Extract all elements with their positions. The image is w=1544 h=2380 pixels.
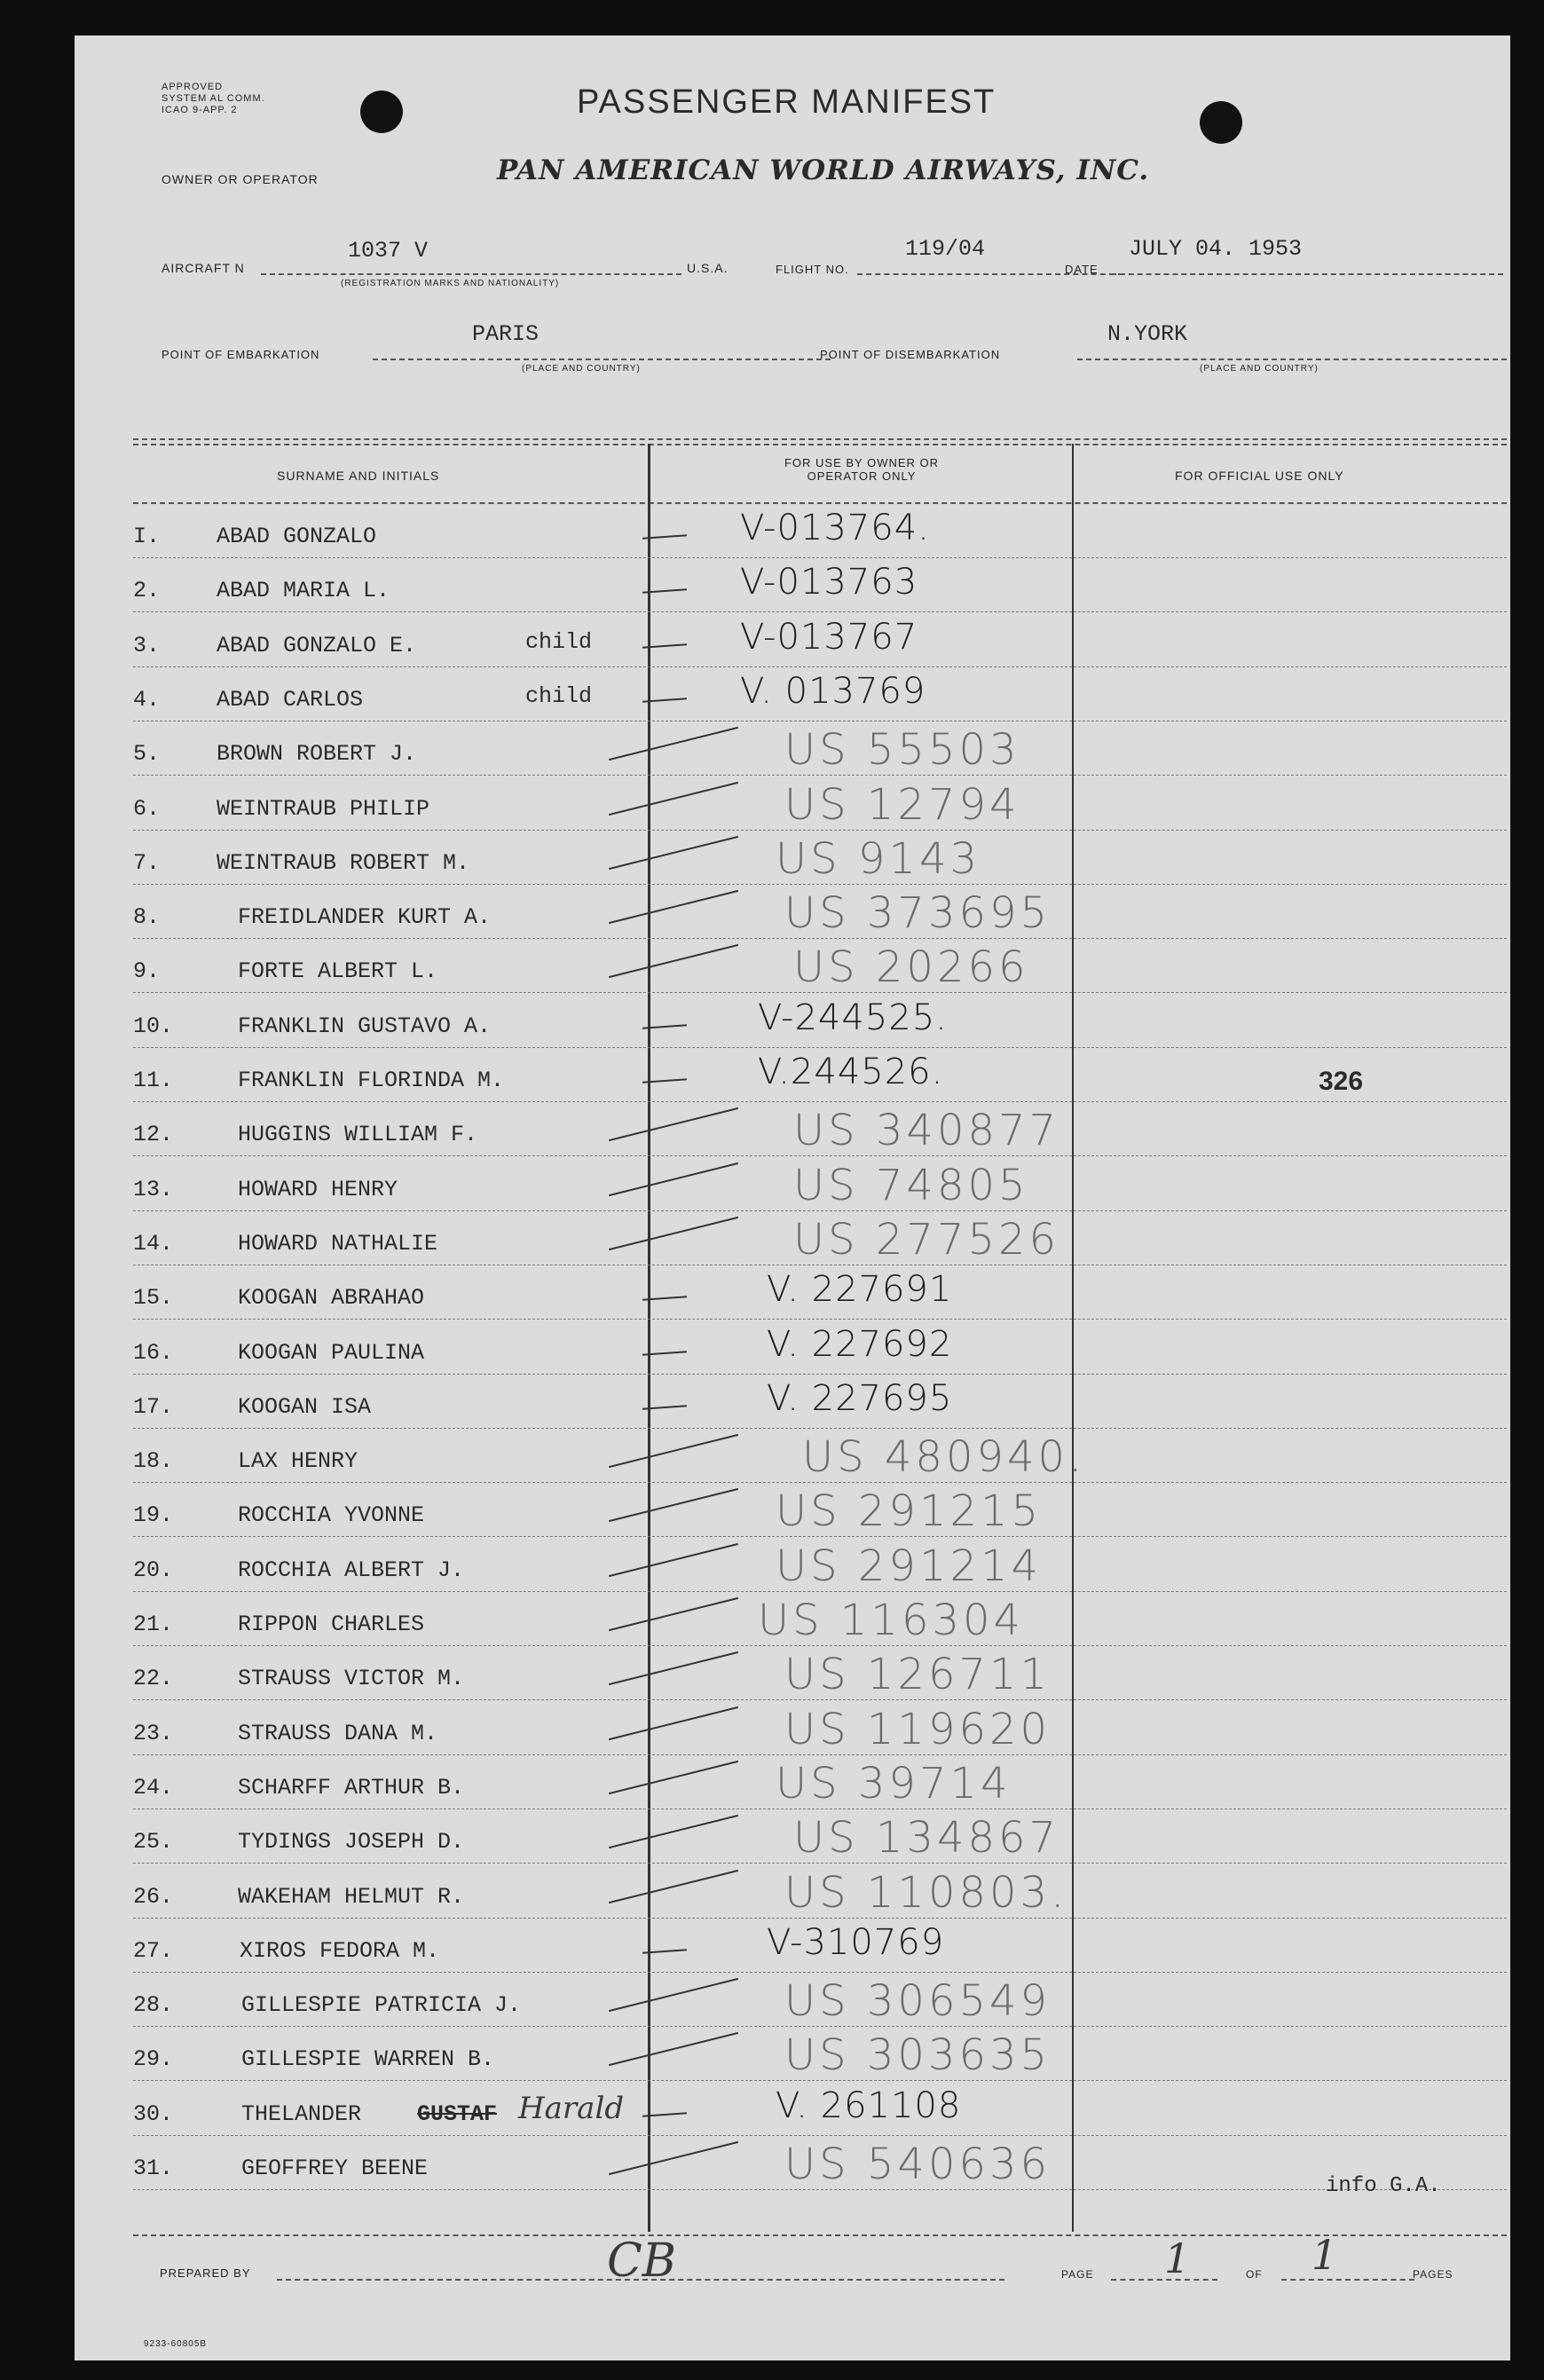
date-label: DATE xyxy=(1065,263,1099,276)
prepared-line xyxy=(277,2279,1004,2281)
passport-number: V. 227695 xyxy=(767,1377,953,1419)
table-row xyxy=(75,1052,1510,1107)
row-number: 21. xyxy=(133,1612,174,1637)
embark-label: POINT OF EMBARKATION xyxy=(161,348,320,361)
passenger-name: ABAD CARLOS xyxy=(217,686,364,713)
passenger-name: GILLESPIE WARREN B. xyxy=(241,2046,495,2073)
table-row xyxy=(75,1541,1510,1596)
disembark-sub: (PLACE AND COUNTRY) xyxy=(1200,364,1319,374)
row-rule xyxy=(133,1536,1507,1537)
passenger-name: KOOGAN PAULINA xyxy=(238,1339,425,1366)
check-mark xyxy=(642,1405,687,1409)
table-top-rule-1 xyxy=(133,438,1507,440)
passport-number: V. 261108 xyxy=(776,2084,962,2126)
row-number: 17. xyxy=(133,1393,174,1420)
passenger-name: FRANKLIN FLORINDA M. xyxy=(238,1068,505,1093)
passport-number: US 126711 xyxy=(784,1650,1052,1700)
table-row xyxy=(75,779,1510,835)
row-number: 20. xyxy=(133,1556,174,1583)
row-rule xyxy=(133,938,1507,939)
row-number: 29. xyxy=(133,2046,174,2073)
check-mark xyxy=(609,1761,738,1794)
row-rule xyxy=(133,2135,1507,2136)
table-row xyxy=(75,1650,1510,1705)
passport-number: US 291215 xyxy=(776,1486,1043,1537)
disembark-label: POINT OF DISEMBARKATION xyxy=(820,348,1001,361)
page-line xyxy=(1111,2279,1217,2281)
disembark-value: N.YORK xyxy=(1107,321,1188,347)
passenger-name: ABAD MARIA L. xyxy=(217,578,390,604)
passenger-name: KOOGAN ABRAHAO xyxy=(238,1285,425,1312)
check-mark xyxy=(609,1488,738,1522)
table-row xyxy=(75,670,1510,726)
passenger-name: LAX HENRY xyxy=(238,1448,358,1475)
embark-line xyxy=(373,359,831,360)
row-rule xyxy=(133,1754,1507,1755)
prepared-label: PREPARED BY xyxy=(160,2266,251,2280)
check-mark xyxy=(609,727,738,760)
passenger-name: HUGGINS WILLIAM F. xyxy=(238,1122,478,1148)
passenger-name: SCHARFF ARTHUR B. xyxy=(238,1774,465,1801)
row-number: 9. xyxy=(133,958,161,985)
row-rule xyxy=(133,666,1507,667)
check-mark xyxy=(609,1706,738,1739)
approval-stamp xyxy=(161,82,265,116)
row-rule xyxy=(133,1972,1507,1973)
row-rule xyxy=(133,1155,1507,1156)
row-rule xyxy=(133,992,1507,993)
punch-hole-right xyxy=(1200,101,1242,144)
passport-number: US 110803. xyxy=(784,1867,1068,1918)
flight-value: 119/04 xyxy=(905,236,986,262)
form-number: 9233-60805B xyxy=(144,2339,208,2349)
row-rule xyxy=(133,884,1507,885)
row-number: 11. xyxy=(133,1068,174,1093)
check-mark xyxy=(642,1949,687,1953)
approval-line-3: ICAO 9-APP. 2 xyxy=(161,105,238,115)
check-mark xyxy=(642,1078,687,1083)
passenger-name: THELANDER xyxy=(241,2100,362,2127)
passport-number: V-310769 xyxy=(767,1921,945,1963)
passenger-name: BROWN ROBERT J. xyxy=(217,741,417,768)
disembark-line xyxy=(1077,359,1507,360)
row-rule xyxy=(133,830,1507,831)
passport-number: US 540636 xyxy=(784,2140,1052,2189)
table-row xyxy=(75,1214,1510,1270)
passenger-name: GEOFFREY BEENE xyxy=(241,2155,429,2181)
col-header-owner-text: FOR USE BY OWNER OR OPERATOR ONLY xyxy=(784,456,940,483)
table-top-rule-2 xyxy=(133,444,1507,445)
row-number: 31. xyxy=(133,2155,174,2181)
row-number: I. xyxy=(133,524,161,549)
row-rule xyxy=(133,1047,1507,1048)
aircraft-label: AIRCRAFT N xyxy=(161,261,245,275)
passport-number: US 20266 xyxy=(793,942,1029,993)
row-number: 5. xyxy=(133,741,161,768)
row-rule xyxy=(133,1918,1507,1919)
passport-number: V-244525. xyxy=(758,997,948,1038)
table-row xyxy=(75,508,1510,563)
table-row xyxy=(75,1921,1510,1977)
row-number: 7. xyxy=(133,849,161,876)
passport-number: US 119620 xyxy=(784,1704,1052,1754)
check-mark xyxy=(609,890,738,924)
date-line xyxy=(1111,273,1503,275)
flight-label: FLIGHT NO. xyxy=(776,263,849,276)
check-mark xyxy=(642,1351,687,1355)
row-rule xyxy=(133,557,1507,558)
row-number: 12. xyxy=(133,1122,174,1148)
official-number: 326 xyxy=(1319,1067,1364,1096)
row-rule xyxy=(133,1428,1507,1429)
check-mark xyxy=(609,2141,738,2175)
check-mark xyxy=(609,1162,738,1195)
col-header-surname: SURNAME AND INITIALS xyxy=(277,469,440,483)
table-row xyxy=(75,725,1510,780)
row-rule xyxy=(133,1699,1507,1700)
row-rule xyxy=(133,1210,1507,1211)
passenger-name: ABAD GONZALO xyxy=(217,524,377,549)
passenger-name: GILLESPIE PATRICIA J. xyxy=(241,1992,522,2019)
check-mark xyxy=(609,1543,738,1577)
check-mark xyxy=(642,1296,687,1300)
usa-label: U.S.A. xyxy=(687,261,729,275)
row-rule xyxy=(133,2026,1507,2027)
table-row xyxy=(75,888,1510,943)
passport-number: US 291214 xyxy=(776,1541,1043,1591)
handwritten-name: Harald xyxy=(518,2090,625,2126)
aircraft-line xyxy=(261,273,681,275)
approval-line-1: APPROVED xyxy=(161,82,224,92)
row-number: 14. xyxy=(133,1230,174,1257)
check-mark xyxy=(609,1107,738,1141)
of-label: OF xyxy=(1246,2268,1263,2281)
table-row xyxy=(75,1160,1510,1216)
passenger-name: KOOGAN ISA xyxy=(238,1393,372,1420)
row-rule xyxy=(133,1101,1507,1102)
row-number: 27. xyxy=(133,1937,174,1964)
passport-number: V. 013769 xyxy=(740,670,926,712)
table-row xyxy=(75,1813,1510,1868)
row-rule xyxy=(133,1863,1507,1864)
row-number: 15. xyxy=(133,1285,174,1312)
table-row xyxy=(75,1377,1510,1433)
passenger-name: TYDINGS JOSEPH D. xyxy=(238,1829,465,1856)
row-number: 28. xyxy=(133,1992,174,2019)
passport-number: US 340877 xyxy=(793,1106,1060,1156)
passport-number: V.244526. xyxy=(758,1052,944,1092)
pages-value: 1 xyxy=(1312,2231,1338,2279)
check-mark xyxy=(609,1597,738,1631)
aircraft-sub: (REGISTRATION MARKS AND NATIONALITY) xyxy=(341,279,560,288)
passenger-name: ABAD GONZALO E. xyxy=(217,632,417,658)
table-bottom-rule xyxy=(133,2234,1507,2236)
row-number: 3. xyxy=(133,632,161,658)
row-number: 13. xyxy=(133,1176,174,1202)
table-row xyxy=(75,997,1510,1052)
passenger-name: HOWARD NATHALIE xyxy=(238,1230,438,1257)
row-rule xyxy=(133,1374,1507,1375)
table-row xyxy=(75,1867,1510,1923)
date-value: JULY 04. 1953 xyxy=(1129,236,1303,262)
approval-line-2: SYSTEM AL COMM. xyxy=(161,93,265,104)
check-mark xyxy=(642,534,687,539)
table-row xyxy=(75,1323,1510,1379)
page-title: PASSENGER MANIFEST xyxy=(577,83,997,121)
pages-label: PAGES xyxy=(1413,2268,1453,2281)
check-mark xyxy=(609,944,738,978)
row-rule xyxy=(133,1482,1507,1483)
passport-number: US 74805 xyxy=(793,1160,1029,1210)
passenger-name: HOWARD HENRY xyxy=(238,1176,398,1202)
check-mark xyxy=(609,1434,738,1468)
passport-number: V-013763 xyxy=(740,562,918,603)
table-row xyxy=(75,833,1510,889)
passenger-name: STRAUSS VICTOR M. xyxy=(238,1666,465,1692)
punch-hole-left xyxy=(360,91,403,133)
passport-number: US 303635 xyxy=(784,2030,1052,2081)
page-label: PAGE xyxy=(1061,2268,1094,2281)
check-mark xyxy=(609,836,738,870)
row-number: 16. xyxy=(133,1339,174,1366)
col-header-official: FOR OFFICIAL USE ONLY xyxy=(1175,469,1344,483)
passport-number: V. 227692 xyxy=(767,1323,953,1365)
passport-number: US 9143 xyxy=(776,833,981,884)
check-mark xyxy=(642,589,687,594)
row-number: 23. xyxy=(133,1720,174,1746)
table-row xyxy=(75,562,1510,617)
passport-number: V. 227691 xyxy=(767,1269,953,1311)
passport-number: US 134867 xyxy=(793,1813,1060,1864)
table-row xyxy=(75,1758,1510,1814)
passport-number: US 39714 xyxy=(776,1758,1012,1809)
table-row xyxy=(75,1269,1510,1324)
embark-value: PARIS xyxy=(472,321,540,347)
table-row xyxy=(75,1596,1510,1651)
table-row xyxy=(75,616,1510,672)
check-mark xyxy=(609,1815,738,1848)
passenger-name: FREIDLANDER KURT A. xyxy=(238,904,492,931)
row-number: 19. xyxy=(133,1502,174,1529)
passenger-name: WEINTRAUB ROBERT M. xyxy=(217,849,470,876)
table-row xyxy=(75,2140,1510,2195)
check-mark xyxy=(609,1978,738,2012)
owner-label: OWNER OR OPERATOR xyxy=(161,172,319,186)
col-header-owner xyxy=(651,456,1072,483)
owner-name: PAN AMERICAN WORLD AIRWAYS, INC. xyxy=(497,154,1150,186)
struck-name: GUSTAF xyxy=(417,2100,498,2127)
check-mark xyxy=(609,781,738,815)
table-row xyxy=(75,1486,1510,1541)
table-row xyxy=(75,1106,1510,1161)
manifest-paper xyxy=(75,35,1510,2360)
passport-number: US 373695 xyxy=(784,888,1052,939)
row-rule xyxy=(133,2080,1507,2081)
pages-line xyxy=(1281,2279,1414,2281)
passport-number: US 306549 xyxy=(784,1976,1052,2027)
row-rule xyxy=(133,1645,1507,1646)
aircraft-value: 1037 V xyxy=(348,238,429,264)
row-number: 25. xyxy=(133,1829,174,1856)
row-number: 4. xyxy=(133,686,161,713)
passport-number: US 277526 xyxy=(793,1214,1060,1265)
row-rule xyxy=(133,611,1507,612)
check-mark xyxy=(642,697,687,702)
prepared-by-value: CB xyxy=(607,2234,676,2288)
row-rule xyxy=(133,775,1507,776)
row-rule xyxy=(133,1591,1507,1592)
passenger-name: FORTE ALBERT L. xyxy=(238,958,438,985)
row-number: 6. xyxy=(133,795,161,822)
table-row xyxy=(75,942,1510,997)
check-mark xyxy=(609,1869,738,1903)
table-header-rule xyxy=(133,502,1507,504)
passport-number: US 116304 xyxy=(758,1596,1025,1645)
row-number: 2. xyxy=(133,578,161,604)
passport-number: US 12794 xyxy=(784,779,1020,830)
page-value: 1 xyxy=(1164,2234,1191,2282)
check-mark xyxy=(642,643,687,648)
row-number: 26. xyxy=(133,1883,174,1910)
check-mark xyxy=(609,2032,738,2066)
passenger-name: XIROS FEDORA M. xyxy=(240,1937,440,1964)
table-row xyxy=(75,2030,1510,2085)
info-note: info G.A. xyxy=(1326,2174,1441,2198)
passport-number: US 55503 xyxy=(784,725,1020,776)
passenger-note: child xyxy=(525,628,593,655)
passenger-note: child xyxy=(525,682,593,709)
passenger-name: FRANKLIN GUSTAVO A. xyxy=(238,1013,492,1039)
table-row xyxy=(75,2084,1510,2140)
passenger-name: WEINTRAUB PHILIP xyxy=(217,795,430,822)
row-rule xyxy=(133,2189,1507,2190)
row-number: 18. xyxy=(133,1448,174,1475)
check-mark xyxy=(642,1024,687,1028)
passenger-name: STRAUSS DANA M. xyxy=(238,1720,438,1746)
check-mark xyxy=(609,1217,738,1250)
row-number: 8. xyxy=(133,904,161,931)
passport-number: V-013764. xyxy=(740,508,930,548)
check-mark xyxy=(609,1651,738,1685)
table-row xyxy=(75,1976,1510,2031)
row-number: 10. xyxy=(133,1013,174,1039)
passenger-name: RIPPON CHARLES xyxy=(238,1612,425,1637)
embark-sub: (PLACE AND COUNTRY) xyxy=(522,364,641,374)
passport-number: US 480940. xyxy=(802,1432,1086,1483)
row-number: 24. xyxy=(133,1774,174,1801)
table-row xyxy=(75,1432,1510,1487)
passenger-name: WAKEHAM HELMUT R. xyxy=(238,1883,465,1910)
passport-number: V-013767 xyxy=(740,616,918,658)
check-mark xyxy=(642,2112,687,2116)
row-number: 22. xyxy=(133,1666,174,1692)
row-rule xyxy=(133,1319,1507,1320)
passenger-name: ROCCHIA YVONNE xyxy=(238,1502,425,1529)
passenger-name: ROCCHIA ALBERT J. xyxy=(238,1556,465,1583)
table-row xyxy=(75,1704,1510,1760)
row-number: 30. xyxy=(133,2100,174,2127)
